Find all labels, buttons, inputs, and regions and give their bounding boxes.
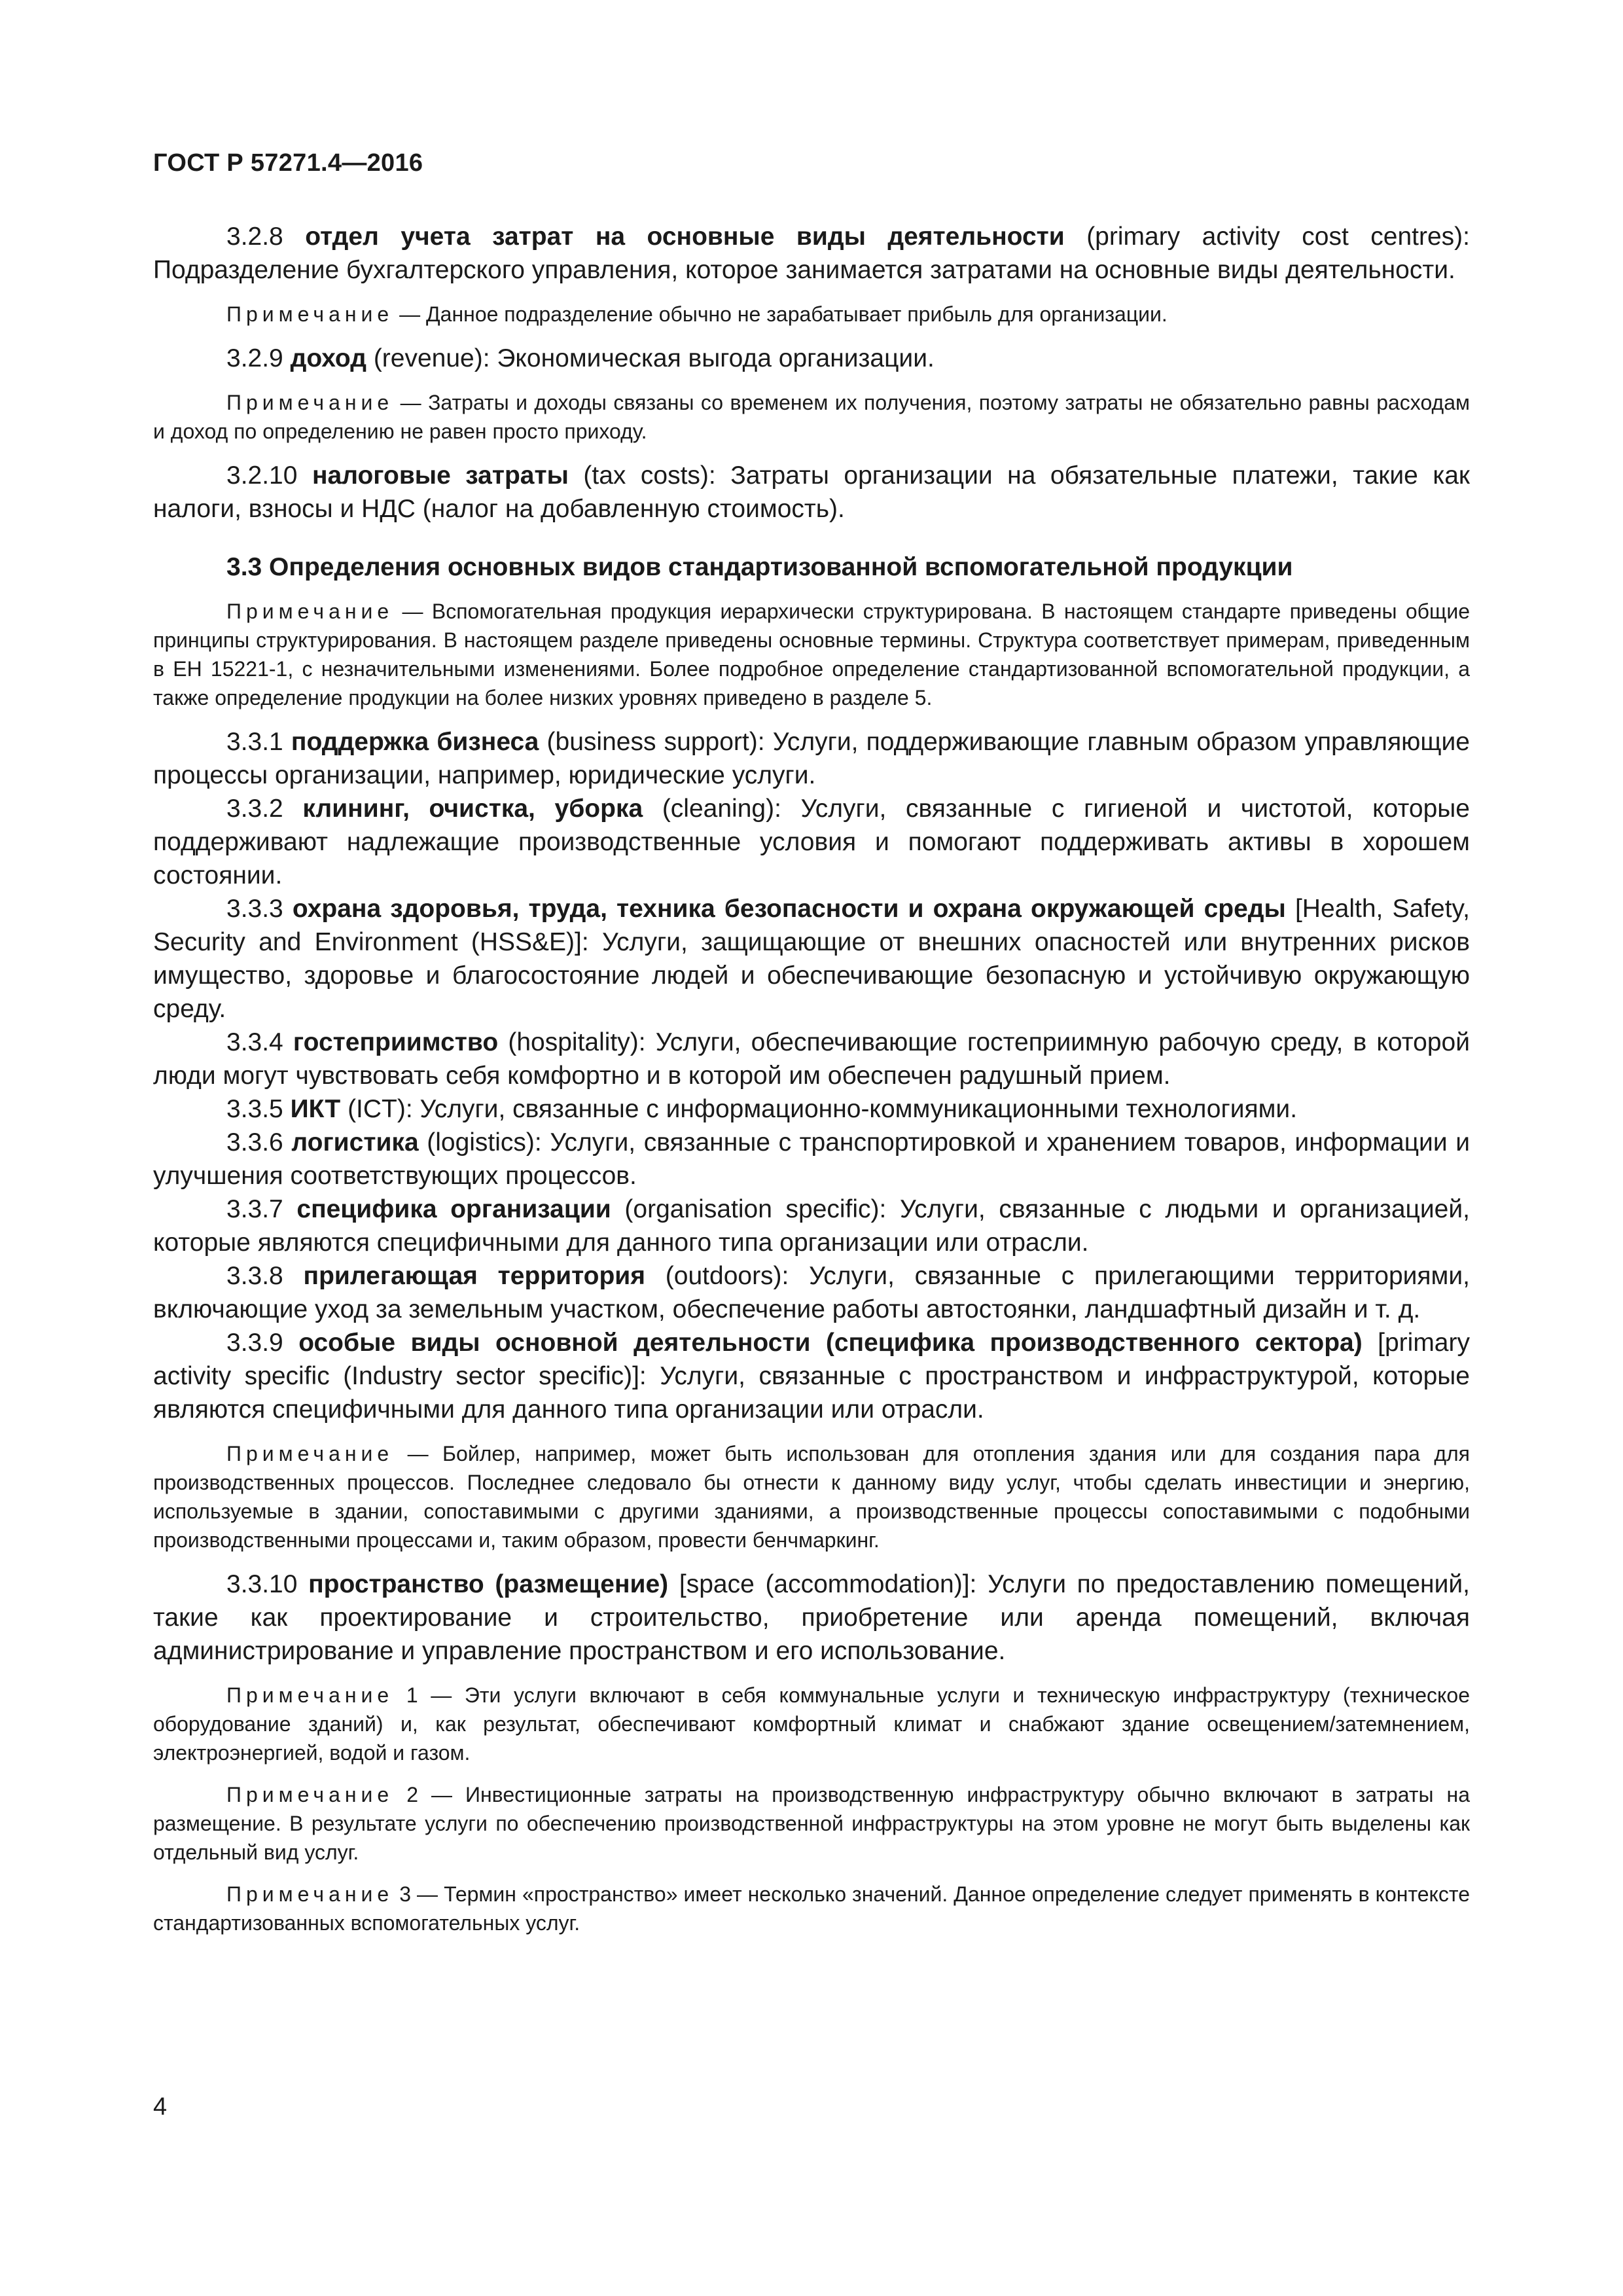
term-number: 3.3.7 [226, 1195, 283, 1223]
term-3-3-8 [153, 1259, 1470, 1326]
term-definition: [Health, Safety, Security and Environment (HSS&E)]: Услуги, защищающие от внешних опасностей или внутренних рисков имущество, здоровье и благосостояние людей и обеспечивающие безопасную и устойчивую окружающую среду. [153, 895, 1470, 1023]
term-number: 3.3.10 [226, 1570, 298, 1598]
note-3-3-10-1 [153, 1681, 1470, 1767]
term-number: 3.3.2 [226, 795, 283, 823]
note-3-2-8 [153, 300, 1470, 329]
term-3-3-5 [153, 1092, 1470, 1126]
note-label: Примечание [226, 1683, 394, 1707]
term-definition: (ICT): Услуги, связанные с информационно-коммуникационными технологиями. [340, 1095, 1298, 1123]
section-heading-3-3: 3.3 Определения основных видов стандартизованной вспомогательной продукции [226, 553, 1293, 581]
term-number: 3.3.8 [226, 1262, 283, 1290]
term-name: поддержка бизнеса [291, 728, 539, 756]
term-3-3-7 [153, 1193, 1470, 1259]
term-definition: (logistics): Услуги, связанные с транспортировкой и хранением товаров, информации и улучшения соответствующих процессов. [153, 1128, 1470, 1190]
note-text: 2 — Инвестиционные затраты на производственную инфраструктуру обычно включают в затраты на размещение. В результате услуги по обеспечению производственной инфраструктуры на этом уровне не могут быть выделены как отдельный вид услуг. [153, 1783, 1470, 1864]
note-label: Примечание [226, 1783, 394, 1806]
term-name: ИКТ [290, 1095, 341, 1123]
term-name: пространство (размещение) [308, 1570, 669, 1598]
term-name: доход [290, 344, 366, 372]
note-label: Примечание [226, 302, 394, 326]
term-3-2-9 [153, 342, 1470, 375]
term-3-3-10 [153, 1568, 1470, 1668]
term-name: специфика организации [296, 1195, 611, 1223]
note-text: 1 — Эти услуги включают в себя коммунальные услуги и техническую инфраструктуру (техническое оборудование зданий) и, как результат, обеспечивают комфортный климат и снабжают здание освещением/затемнением, электроэнергией, водой и газом. [153, 1683, 1470, 1765]
term-definition: [primary activity specific (Industry sector specific)]: Услуги, связанные с пространством и инфраструктурой, которые являются специфичными для данного типа организации или отрасли. [153, 1329, 1470, 1424]
note-3-3-10-2 [153, 1780, 1470, 1867]
note-text: — Вспомогательная продукция иерархически структурирована. В настоящем стандарте приведены общие принципы структурирования. В настоящем разделе приведены основные термины. Структура соответствует примерам, приведенным в ЕН 15221-1, с незначительными изменениями. Более подробное определение стандартизованной вспомогательной продукции, а также определение продукции на более низких уровнях приведено в разделе 5. [153, 600, 1470, 709]
term-3-3-9 [153, 1326, 1470, 1426]
document-header-code: ГОСТ Р 57271.4—2016 [153, 149, 423, 177]
term-3-2-10 [153, 459, 1470, 526]
term-definition: (revenue): Экономическая выгода организации. [366, 344, 935, 372]
term-definition: (cleaning): Услуги, связанные с гигиеной и чистотой, которые поддерживают надлежащие производственные условия и помогают поддерживать активы в хорошем состоянии. [153, 795, 1470, 889]
term-3-3-1 [153, 725, 1470, 792]
note-text: — Затраты и доходы связаны со временем их получения, поэтому затраты не обязательно равны расходам и доход по определению не равен просто приходу. [153, 391, 1470, 443]
document-body [153, 220, 1470, 1937]
term-name: прилегающая территория [303, 1262, 646, 1290]
term-definition: (tax costs): Затраты организации на обязательные платежи, такие как налоги, взносы и НДС (налог на добавленную стоимость). [153, 461, 1470, 523]
note-3-3-9 [153, 1439, 1470, 1554]
note-text: 3 — Термин «пространство» имеет несколько значений. Данное определение следует применять в контексте стандартизованных вспомогательных услуг. [153, 1882, 1470, 1935]
term-3-2-8 [153, 220, 1470, 287]
term-definition: [space (accommodation)]: Услуги по предоставлению помещений, такие как проектирование и строительство, приобретение или аренда помещений, включая администрирование и управление пространством и его использование. [153, 1570, 1470, 1665]
term-3-3-6 [153, 1126, 1470, 1193]
note-label: Примечание [226, 391, 394, 414]
term-number: 3.3.9 [226, 1329, 283, 1357]
note-3-3 [153, 597, 1470, 712]
term-definition: (business support): Услуги, поддерживающие главным образом управляющие процессы организации, например, юридические услуги. [153, 728, 1470, 789]
term-name: клининг, очистка, уборка [302, 795, 643, 823]
term-number: 3.3.3 [226, 895, 283, 923]
term-name: гостеприимство [293, 1028, 499, 1056]
note-text: — Данное подразделение обычно не зарабатывает прибыль для организации. [393, 302, 1168, 326]
term-3-3-3 [153, 892, 1470, 1026]
term-number: 3.3.1 [226, 728, 283, 756]
term-3-3-2 [153, 792, 1470, 892]
note-text: — Бойлер, например, может быть использован для отопления здания или для создания пара для производственных процессов. Последнее следовало бы отнести к данному виду услуг, чтобы сделать инвестиции и энергию, используемые в здании, сопоставимыми с другими зданиями, а производственные процессы сопоставимыми с подобными производственными процессами и, таким образом, провести бенчмаркинг. [153, 1442, 1470, 1552]
term-definition: (primary activity cost centres): Подразделение бухгалтерского управления, которое занимается затратами на основные виды деятельности. [153, 223, 1470, 284]
term-definition: (hospitality): Услуги, обеспечивающие гостеприимную рабочую среду, в которой люди могут чувствовать себя комфортно и в которой им обеспечен радушный прием. [153, 1028, 1470, 1090]
note-label: Примечание [226, 600, 394, 623]
note-label: Примечание [226, 1442, 394, 1465]
term-number: 3.3.4 [226, 1028, 283, 1056]
note-3-2-9 [153, 388, 1470, 446]
term-name: отдел учета затрат на основные виды деятельности [305, 223, 1065, 251]
term-number: 3.2.9 [226, 344, 283, 372]
term-definition: (outdoors): Услуги, связанные с прилегающими территориями, включающие уход за земельным участком, обеспечение работы автостоянки, ландшафтный дизайн и т. д. [153, 1262, 1470, 1323]
note-label: Примечание [226, 1882, 394, 1906]
term-definition: (organisation specific): Услуги, связанные с людьми и организацией, которые являются специфичными для данного типа организации или отрасли. [153, 1195, 1470, 1257]
term-3-3-4 [153, 1026, 1470, 1092]
term-number: 3.2.10 [226, 461, 298, 490]
term-number: 3.3.5 [226, 1095, 283, 1123]
term-number: 3.3.6 [226, 1128, 283, 1157]
note-3-3-10-3 [153, 1880, 1470, 1937]
term-number: 3.2.8 [226, 223, 283, 251]
term-name: налоговые затраты [312, 461, 569, 490]
term-name: охрана здоровья, труда, техника безопасности и охрана окружающей среды [292, 895, 1286, 923]
page-number: 4 [153, 2093, 168, 2121]
term-name: логистика [291, 1128, 419, 1157]
term-name: особые виды основной деятельности (специфика производственного сектора) [298, 1329, 1363, 1357]
